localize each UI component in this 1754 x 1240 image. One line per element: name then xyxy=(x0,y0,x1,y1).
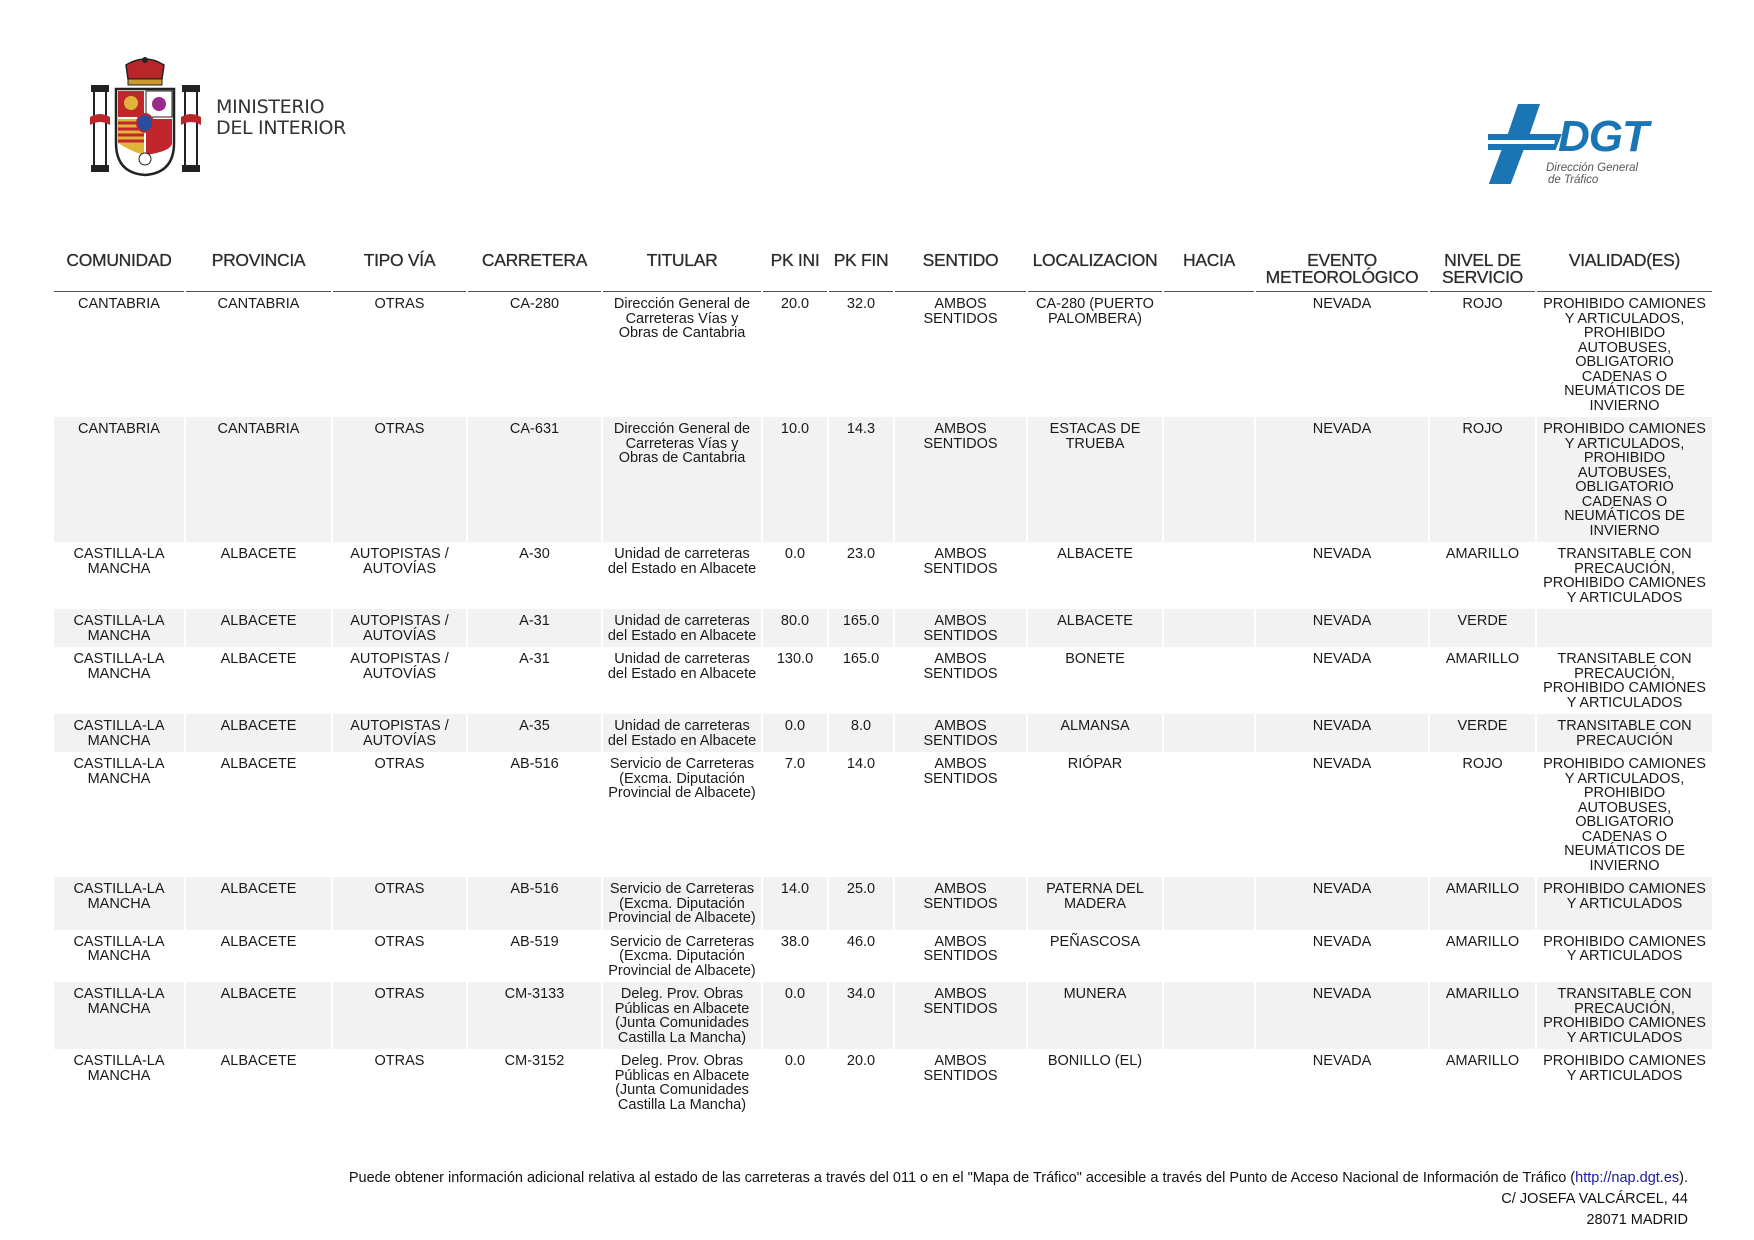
cell-localizacion: CA-280 (PUERTO PALOMBERA) xyxy=(1036,296,1154,327)
column-header-pk-fin: PK FIN xyxy=(829,250,893,292)
table-row xyxy=(54,417,1712,542)
cell-provincia: ALBACETE xyxy=(220,546,297,562)
cell-nivel-de-servicio: VERDE xyxy=(1430,714,1535,752)
cell-localizacion: PEÑASCOSA xyxy=(1049,933,1141,950)
cell-vialidad: PROHIBIDO CAMIONES Y ARTICULADOS xyxy=(1537,877,1712,930)
column-header-sentido: SENTIDO xyxy=(895,250,1026,292)
cell-nivel-de-servicio: ROJO xyxy=(1430,417,1535,542)
cell-evento-meteorologico: NEVADA xyxy=(1312,1053,1372,1069)
cell-localizacion: MUNERA xyxy=(1028,982,1162,1049)
cell-pk-ini: 80.0 xyxy=(763,609,827,647)
cell-comunidad: CASTILLA-LA MANCHA xyxy=(54,714,184,752)
cell-nivel-de-servicio: AMARILLO xyxy=(1445,546,1520,562)
cell-nivel-de-servicio: VERDE xyxy=(1430,609,1535,647)
nap-link[interactable]: http://nap.dgt.es xyxy=(1575,1170,1680,1186)
cell-localizacion: ALBACETE xyxy=(1028,609,1162,647)
cell-titular: Servicio de Carreteras (Excma. Diputación Provincial de Albacete) xyxy=(608,756,756,801)
cell-titular: Unidad de carreteras del Estado en Albacete xyxy=(603,609,761,647)
cell-evento-meteorologico: NEVADA xyxy=(1256,609,1428,647)
cell-provincia: ALBACETE xyxy=(220,756,297,772)
cell-nivel-de-servicio: AMARILLO xyxy=(1445,933,1520,950)
footer xyxy=(349,1168,1688,1231)
cell-carretera: CA-280 xyxy=(509,296,560,312)
cell-hacia xyxy=(1164,647,1254,714)
cell-vialidad: PROHIBIDO CAMIONES Y ARTICULADOS, PROHIBIDO AUTOBUSES, OBLIGATORIO CADENAS O NEUMÁTICOS DE INVIERNO xyxy=(1537,417,1712,542)
cell-sentido: AMBOS SENTIDOS xyxy=(895,609,1026,647)
cell-localizacion: PATERNA DEL MADERA xyxy=(1028,877,1162,930)
cell-nivel-de-servicio: AMARILLO xyxy=(1445,1053,1520,1069)
cell-carretera: A-35 xyxy=(468,714,601,752)
cell-vialidad: TRANSITABLE CON PRECAUCIÓN xyxy=(1537,714,1712,752)
dgt-logo xyxy=(1488,104,1668,194)
cell-titular: Deleg. Prov. Obras Públicas en Albacete (Junta Comunidades Castilla La Mancha) xyxy=(614,1053,750,1113)
ministerio-logo xyxy=(88,55,358,185)
cell-comunidad: CASTILLA-LA MANCHA xyxy=(73,933,165,964)
cell-hacia xyxy=(1164,982,1254,1049)
cell-provincia: CANTABRIA xyxy=(186,417,331,542)
cell-nivel-de-servicio: AMARILLO xyxy=(1430,982,1535,1049)
cell-comunidad: CASTILLA-LA MANCHA xyxy=(54,877,184,930)
cell-titular: Deleg. Prov. Obras Públicas en Albacete (Junta Comunidades Castilla La Mancha) xyxy=(603,982,761,1049)
cell-vialidad: PROHIBIDO CAMIONES Y ARTICULADOS, PROHIBIDO AUTOBUSES, OBLIGATORIO CADENAS O NEUMÁTICOS DE INVIERNO xyxy=(1543,296,1706,414)
cell-hacia xyxy=(1164,542,1254,609)
footer-info xyxy=(349,1168,1688,1189)
cell-pk-fin: 32.0 xyxy=(846,296,876,312)
cell-vialidad: TRANSITABLE CON PRECAUCIÓN, PROHIBIDO CAMIONES Y ARTICULADOS xyxy=(1543,651,1706,711)
cell-provincia: ALBACETE xyxy=(220,1053,297,1069)
cell-carretera: AB-516 xyxy=(510,756,559,772)
cell-pk-ini: 7.0 xyxy=(784,756,806,772)
cell-pk-fin: 25.0 xyxy=(829,877,893,930)
cell-nivel-de-servicio: ROJO xyxy=(1462,296,1503,312)
cell-sentido: AMBOS SENTIDOS xyxy=(923,296,998,327)
cell-carretera: A-31 xyxy=(519,651,550,667)
dgt-wordmark: DGT xyxy=(1558,112,1648,161)
column-header-provincia: PROVINCIA xyxy=(186,250,331,292)
cell-titular: Unidad de carreteras del Estado en Albacete xyxy=(607,651,757,682)
table-row xyxy=(54,542,1712,609)
footer-info-text: Puede obtener información adicional relativa al estado de las carreteras a través del 011 o en el "Mapa de Tráfico" accesible a través del Punto de Acceso Nacional de Información de Tráfico ( xyxy=(348,1170,1576,1186)
cell-pk-fin: 23.0 xyxy=(846,546,876,562)
cell-pk-ini: 130.0 xyxy=(776,651,814,667)
cell-pk-ini: 0.0 xyxy=(784,1053,806,1069)
cell-localizacion: ESTACAS DE TRUEBA xyxy=(1028,417,1162,542)
cell-titular: Servicio de Carreteras (Excma. Diputación Provincial de Albacete) xyxy=(608,933,756,979)
cell-tipo-via: AUTOPISTAS / AUTOVÍAS xyxy=(350,651,449,682)
cell-comunidad: CANTABRIA xyxy=(78,296,160,312)
cell-comunidad: CASTILLA-LA MANCHA xyxy=(54,609,184,647)
cell-carretera: CA-631 xyxy=(468,417,601,542)
cell-tipo-via: AUTOPISTAS / AUTOVÍAS xyxy=(333,609,466,647)
cell-provincia: ALBACETE xyxy=(220,933,297,950)
cell-pk-ini: 10.0 xyxy=(763,417,827,542)
table-row xyxy=(54,1049,1712,1116)
cell-hacia xyxy=(1164,714,1254,752)
cell-pk-fin: 8.0 xyxy=(829,714,893,752)
cell-pk-fin: 165.0 xyxy=(829,609,893,647)
cell-evento-meteorologico: NEVADA xyxy=(1312,933,1372,950)
cell-sentido: AMBOS SENTIDOS xyxy=(895,714,1026,752)
cell-sentido: AMBOS SENTIDOS xyxy=(923,756,998,787)
cell-comunidad: CASTILLA-LA MANCHA xyxy=(73,756,165,787)
cell-comunidad: CASTILLA-LA MANCHA xyxy=(73,546,165,577)
cell-pk-ini: 38.0 xyxy=(780,933,810,950)
cell-sentido: AMBOS SENTIDOS xyxy=(895,417,1026,542)
cell-nivel-de-servicio: AMARILLO xyxy=(1430,877,1535,930)
cell-sentido: AMBOS SENTIDOS xyxy=(895,877,1026,930)
cell-provincia: CANTABRIA xyxy=(217,296,300,312)
cell-pk-ini: 20.0 xyxy=(780,296,810,312)
cell-nivel-de-servicio: ROJO xyxy=(1462,756,1503,772)
road-status-table xyxy=(52,250,1714,1116)
cell-sentido: AMBOS SENTIDOS xyxy=(923,933,998,964)
cell-localizacion: BONETE xyxy=(1065,651,1125,667)
cell-evento-meteorologico: NEVADA xyxy=(1312,546,1372,562)
cell-evento-meteorologico: NEVADA xyxy=(1256,417,1428,542)
cell-provincia: ALBACETE xyxy=(186,609,331,647)
cell-comunidad: CASTILLA-LA MANCHA xyxy=(73,651,165,682)
cell-tipo-via: OTRAS xyxy=(374,756,425,772)
cell-evento-meteorologico: NEVADA xyxy=(1256,714,1428,752)
cell-sentido: AMBOS SENTIDOS xyxy=(923,651,998,682)
cell-hacia xyxy=(1164,1049,1254,1116)
dgt-subtitle-line2: de Tráfico xyxy=(1548,174,1599,186)
cell-tipo-via: OTRAS xyxy=(374,296,425,312)
table-row xyxy=(54,982,1712,1049)
cell-localizacion: ALBACETE xyxy=(1057,546,1133,562)
cell-pk-fin: 14.0 xyxy=(846,756,876,772)
coat-of-arms-icon xyxy=(88,55,203,180)
column-header-localizacion: LOCALIZACION xyxy=(1028,250,1162,292)
cell-provincia: ALBACETE xyxy=(220,651,297,667)
cell-pk-fin: 46.0 xyxy=(846,933,876,950)
column-header-evento-meteorologico: EVENTO METEOROLÓGICO xyxy=(1256,250,1428,292)
table-row xyxy=(54,752,1712,877)
cell-titular: Dirección General de Carreteras Vías y Obras de Cantabria xyxy=(603,417,761,542)
cell-titular: Unidad de carreteras del Estado en Albacete xyxy=(603,714,761,752)
column-header-hacia: HACIA xyxy=(1164,250,1254,292)
cell-hacia xyxy=(1164,609,1254,647)
table-body xyxy=(54,292,1712,1116)
cell-carretera: AB-516 xyxy=(468,877,601,930)
table-row xyxy=(54,609,1712,647)
cell-pk-fin: 34.0 xyxy=(829,982,893,1049)
table-row xyxy=(54,930,1712,983)
cell-localizacion: ALMANSA xyxy=(1028,714,1162,752)
cell-tipo-via: AUTOPISTAS / AUTOVÍAS xyxy=(333,714,466,752)
cell-tipo-via: OTRAS xyxy=(333,877,466,930)
cell-hacia xyxy=(1164,752,1254,877)
cell-titular: Servicio de Carreteras (Excma. Diputación Provincial de Albacete) xyxy=(603,877,761,930)
table-row xyxy=(54,714,1712,752)
table-row xyxy=(54,292,1712,417)
cell-vialidad: TRANSITABLE CON PRECAUCIÓN, PROHIBIDO CAMIONES Y ARTICULADOS xyxy=(1543,546,1706,606)
table-header-row xyxy=(54,250,1712,292)
cell-pk-ini: 0.0 xyxy=(763,714,827,752)
cell-evento-meteorologico: NEVADA xyxy=(1256,877,1428,930)
cell-hacia xyxy=(1164,877,1254,930)
cell-vialidad xyxy=(1537,609,1712,647)
cell-carretera: CM-3152 xyxy=(504,1053,565,1069)
cell-provincia: ALBACETE xyxy=(186,877,331,930)
cell-evento-meteorologico: NEVADA xyxy=(1312,296,1372,312)
cell-vialidad: PROHIBIDO CAMIONES Y ARTICULADOS xyxy=(1543,933,1706,964)
table-row xyxy=(54,877,1712,930)
ministry-name-line2: DEL INTERIOR xyxy=(216,117,347,139)
cell-hacia xyxy=(1164,292,1254,417)
cell-evento-meteorologico: NEVADA xyxy=(1312,651,1372,667)
dgt-subtitle-line1: Dirección General xyxy=(1546,162,1639,174)
cell-titular: Unidad de carreteras del Estado en Albacete xyxy=(607,546,757,577)
cell-tipo-via: OTRAS xyxy=(374,933,425,950)
cell-pk-ini: 0.0 xyxy=(784,546,806,562)
cell-tipo-via: OTRAS xyxy=(333,982,466,1049)
cell-hacia xyxy=(1164,930,1254,983)
cell-carretera: A-30 xyxy=(519,546,550,562)
cell-vialidad: PROHIBIDO CAMIONES Y ARTICULADOS xyxy=(1543,1053,1706,1084)
cell-comunidad: CANTABRIA xyxy=(54,417,184,542)
cell-localizacion: RIÓPAR xyxy=(1067,756,1123,772)
cell-vialidad: PROHIBIDO CAMIONES Y ARTICULADOS, PROHIBIDO AUTOBUSES, OBLIGATORIO CADENAS O NEUMÁTICOS DE INVIERNO xyxy=(1543,756,1706,874)
cell-pk-ini: 0.0 xyxy=(763,982,827,1049)
ministry-name-line1: MINISTERIO xyxy=(216,96,325,118)
cell-sentido: AMBOS SENTIDOS xyxy=(923,1053,998,1084)
cell-provincia: ALBACETE xyxy=(186,982,331,1049)
cell-tipo-via: OTRAS xyxy=(333,417,466,542)
cell-carretera: AB-519 xyxy=(510,933,559,950)
cell-evento-meteorologico: NEVADA xyxy=(1256,982,1428,1049)
cell-localizacion: BONILLO (EL) xyxy=(1047,1053,1143,1069)
cell-evento-meteorologico: NEVADA xyxy=(1312,756,1372,772)
cell-sentido: AMBOS SENTIDOS xyxy=(895,982,1026,1049)
cell-carretera: A-31 xyxy=(468,609,601,647)
column-header-nivel-de-servicio: NIVEL DE SERVICIO xyxy=(1430,250,1535,292)
cell-tipo-via: OTRAS xyxy=(374,1053,425,1069)
cell-nivel-de-servicio: AMARILLO xyxy=(1445,651,1520,667)
cell-sentido: AMBOS SENTIDOS xyxy=(923,546,998,577)
column-header-carretera: CARRETERA xyxy=(468,250,601,292)
cell-provincia: ALBACETE xyxy=(186,714,331,752)
cell-vialidad: TRANSITABLE CON PRECAUCIÓN, PROHIBIDO CAMIONES Y ARTICULADOS xyxy=(1537,982,1712,1049)
cell-pk-fin: 165.0 xyxy=(842,651,880,667)
cell-pk-ini: 14.0 xyxy=(763,877,827,930)
cell-comunidad: CASTILLA-LA MANCHA xyxy=(54,982,184,1049)
column-header-titular: TITULAR xyxy=(603,250,761,292)
column-header-vialidad: VIALIDAD(ES) xyxy=(1537,250,1712,292)
address-line1: C/ JOSEFA VALCÁRCEL, 44 xyxy=(1501,1191,1688,1207)
cell-tipo-via: AUTOPISTAS / AUTOVÍAS xyxy=(350,546,449,577)
cell-comunidad: CASTILLA-LA MANCHA xyxy=(73,1053,165,1084)
column-header-comunidad: COMUNIDAD xyxy=(54,250,184,292)
cell-titular: Dirección General de Carreteras Vías y Obras de Cantabria xyxy=(613,296,751,341)
cell-hacia xyxy=(1164,417,1254,542)
column-header-tipo-via: TIPO VÍA xyxy=(333,250,466,292)
table-row xyxy=(54,647,1712,714)
cell-pk-fin: 20.0 xyxy=(846,1053,876,1069)
cell-carretera: CM-3133 xyxy=(468,982,601,1049)
cell-pk-fin: 14.3 xyxy=(829,417,893,542)
footer-info-end: ). xyxy=(1679,1170,1688,1186)
column-header-pk-ini: PK INI xyxy=(763,250,827,292)
address-line2: 28071 MADRID xyxy=(1586,1212,1688,1228)
